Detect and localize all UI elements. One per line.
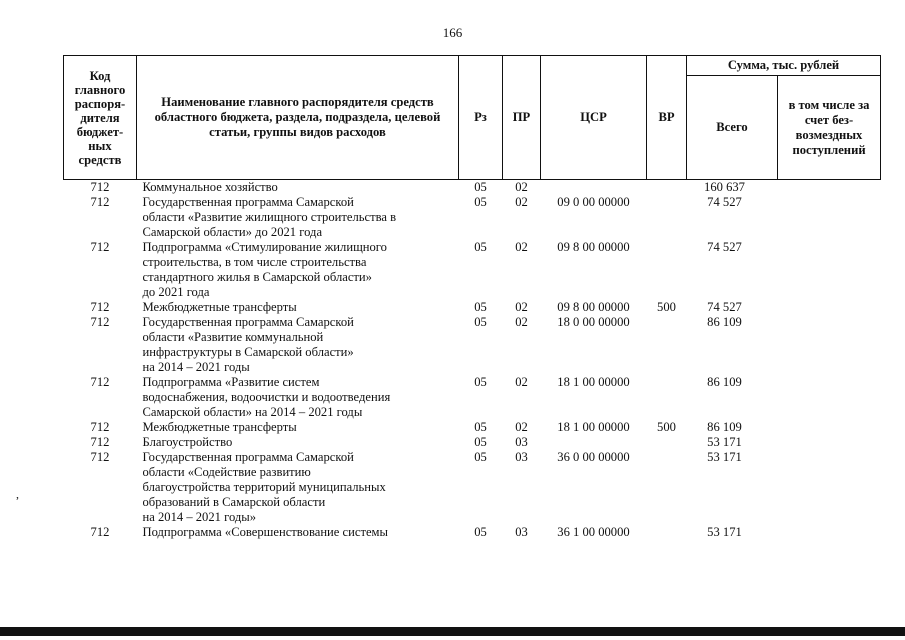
cell-grants	[778, 180, 881, 196]
cell-grants	[778, 375, 881, 420]
header-name: Наименование главного распорядителя средств областного бюджета, раздела, подраздела, целевой статьи, группы видов расходов	[137, 56, 459, 180]
cell-rz: 05	[474, 375, 487, 389]
table-row	[64, 195, 881, 240]
cell-vr: 500	[657, 300, 676, 314]
cell-rz: 05	[474, 450, 487, 464]
cell-vr	[647, 180, 687, 196]
cell-vr	[647, 195, 687, 240]
cell-total: 86 109	[707, 315, 742, 329]
cell-total: 53 171	[707, 435, 742, 449]
cell-name: Государственная программа Самарской области «Развитие коммунальной инфраструктуры в Самарской области» на 2014 – 2021 годы	[142, 315, 354, 374]
table-row	[64, 240, 881, 300]
cell-csr: 09 0 00 00000	[557, 195, 630, 209]
cell-total: 53 171	[707, 525, 742, 539]
cell-name: Коммунальное хозяйство	[142, 180, 278, 194]
cell-csr: 18 1 00 00000	[557, 420, 630, 434]
cell-code: 712	[90, 240, 110, 254]
table-row	[64, 180, 881, 196]
cell-name: Подпрограмма «Развитие систем водоснабжения, водоочистки и водоотведения Самарской области» на 2014 – 2021 годы	[142, 375, 391, 419]
cell-grants	[778, 450, 881, 525]
cell-code: 712	[90, 375, 110, 389]
cell-grants	[778, 435, 881, 450]
header-grants: в том числе за счет без-возмездных поступлений	[778, 76, 881, 180]
cell-vr	[647, 315, 687, 375]
cell-grants	[778, 195, 881, 240]
cell-csr	[541, 180, 647, 196]
header-sum: Сумма, тыс. рублей	[687, 56, 881, 76]
cell-grants	[778, 525, 881, 540]
cell-vr	[647, 435, 687, 450]
scan-mark: ,	[16, 487, 19, 501]
table-row	[64, 525, 881, 540]
cell-pr: 02	[515, 375, 528, 389]
cell-name: Государственная программа Самарской области «Развитие жилищного строительства в Самарской области» до 2021 года	[142, 195, 397, 239]
cell-code: 712	[90, 525, 110, 539]
cell-name: Межбюджетные трансферты	[142, 300, 297, 314]
cell-total: 74 527	[707, 240, 742, 254]
cell-name: Благоустройство	[142, 435, 233, 449]
cell-name: Подпрограмма «Совершенствование системы	[142, 525, 388, 539]
cell-csr	[541, 435, 647, 450]
table-body	[64, 180, 881, 541]
table-row	[64, 375, 881, 420]
cell-code: 712	[90, 195, 110, 209]
cell-grants	[778, 240, 881, 300]
cell-name: Межбюджетные трансферты	[142, 420, 297, 434]
cell-code: 712	[90, 300, 110, 314]
page-edge-bar	[0, 627, 905, 636]
cell-csr: 09 8 00 00000	[557, 300, 630, 314]
cell-total: 53 171	[707, 450, 742, 464]
header-pr: ПР	[503, 56, 541, 180]
cell-grants	[778, 315, 881, 375]
cell-pr: 02	[515, 195, 528, 209]
cell-rz: 05	[474, 435, 487, 449]
cell-pr: 02	[515, 240, 528, 254]
cell-rz: 05	[474, 420, 487, 434]
cell-code: 712	[90, 450, 110, 464]
cell-rz: 05	[474, 525, 487, 539]
table-row	[64, 300, 881, 315]
cell-vr	[647, 240, 687, 300]
cell-pr: 02	[515, 180, 528, 194]
header-total: Всего	[687, 76, 778, 180]
cell-csr: 36 1 00 00000	[557, 525, 630, 539]
cell-pr: 02	[515, 420, 528, 434]
cell-rz: 05	[474, 315, 487, 329]
header-vr: ВР	[647, 56, 687, 180]
cell-total: 74 527	[707, 300, 742, 314]
cell-pr: 02	[515, 315, 528, 329]
cell-total: 86 109	[707, 420, 742, 434]
cell-grants	[778, 300, 881, 315]
table-row	[64, 315, 881, 375]
cell-csr: 18 0 00 00000	[557, 315, 630, 329]
header-rz: Рз	[459, 56, 503, 180]
cell-pr: 03	[515, 450, 528, 464]
cell-csr: 18 1 00 00000	[557, 375, 630, 389]
cell-code: 712	[90, 435, 110, 449]
cell-code: 712	[90, 180, 110, 194]
cell-total: 86 109	[707, 375, 742, 389]
cell-code: 712	[90, 420, 110, 434]
cell-pr: 03	[515, 525, 528, 539]
cell-csr: 09 8 00 00000	[557, 240, 630, 254]
cell-rz: 05	[474, 195, 487, 209]
cell-vr: 500	[657, 420, 676, 434]
header-csr: ЦСР	[541, 56, 647, 180]
cell-csr: 36 0 00 00000	[557, 450, 630, 464]
cell-pr: 02	[515, 300, 528, 314]
cell-code: 712	[90, 315, 110, 329]
cell-total: 74 527	[707, 195, 742, 209]
cell-rz: 05	[474, 240, 487, 254]
header-code: Код главного распоря-дителя бюджет-ных средств	[64, 56, 137, 180]
table-row	[64, 420, 881, 435]
cell-pr: 03	[515, 435, 528, 449]
cell-grants	[778, 420, 881, 435]
cell-rz: 05	[474, 300, 487, 314]
table-row	[64, 435, 881, 450]
cell-vr	[647, 450, 687, 525]
page-number: 166	[442, 25, 463, 40]
budget-table	[63, 55, 881, 540]
cell-rz: 05	[474, 180, 487, 194]
table-row	[64, 450, 881, 525]
cell-total: 160 637	[704, 180, 745, 194]
cell-name: Подпрограмма «Стимулирование жилищного строительства, в том числе строительства стандартного жилья в Самарской области» до 2021 года	[142, 240, 387, 299]
cell-vr	[647, 525, 687, 540]
cell-name: Государственная программа Самарской области «Содействие развитию благоустройства территорий муниципальных образований в Самарской области на 2014 – 2021 годы»	[142, 450, 386, 524]
cell-vr	[647, 375, 687, 420]
